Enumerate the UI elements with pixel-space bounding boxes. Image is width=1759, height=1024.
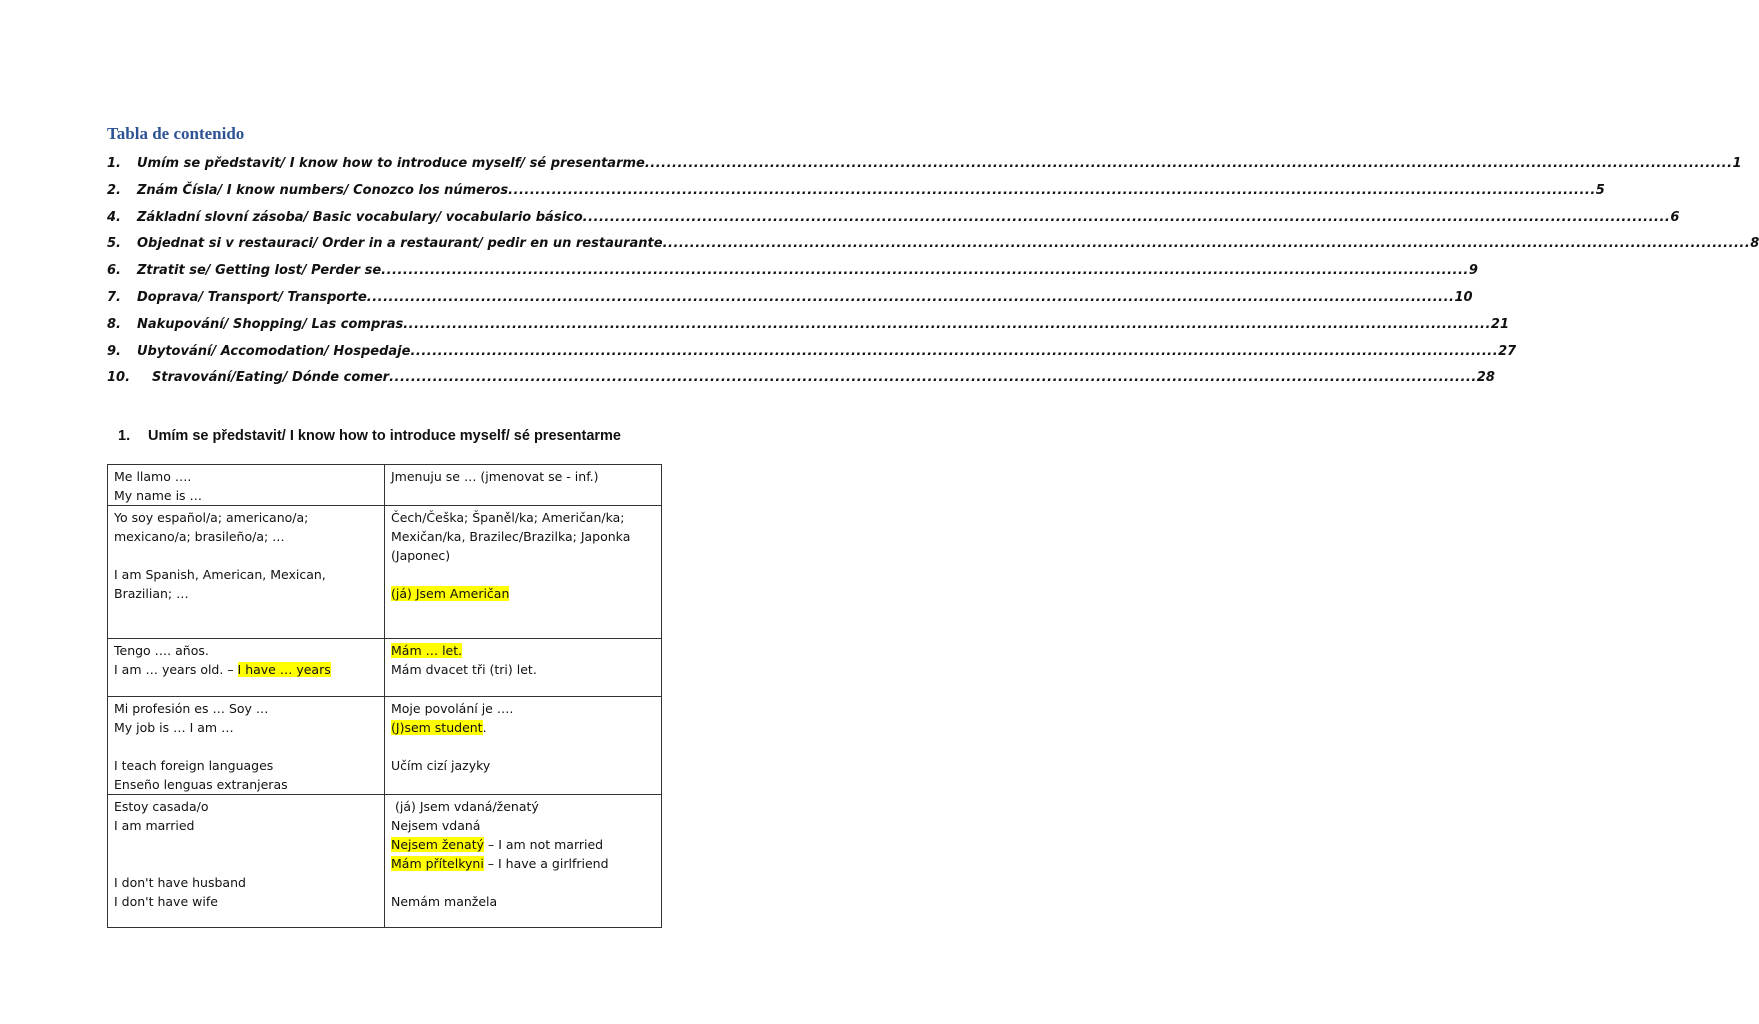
highlighted-text: I have … years — [237, 662, 331, 677]
cell-line: mexicano/a; brasileño/a; … — [114, 529, 285, 544]
cell-line: I am Spanish, American, Mexican, — [114, 567, 326, 582]
cell-line — [391, 565, 655, 584]
toc-entry[interactable] — [107, 154, 1742, 181]
cell-line — [391, 873, 655, 892]
toc-leader-dots — [381, 261, 1469, 281]
toc-entry-number: 10. — [107, 370, 131, 386]
toc-entry-text: Ztratit se/ Getting lost/ Perder se — [137, 263, 382, 279]
table-cell-czech — [385, 795, 662, 928]
toc-entry-text: Stravování/Eating/ Dónde comer — [152, 370, 390, 386]
toc-entry-text: Umím se představit/ I know how to introduce myself/ sé presentarme — [137, 156, 645, 171]
cell-line: Mexičan/ka, Brazilec/Brazilka; Japonka — [391, 529, 631, 544]
cell-line — [391, 835, 655, 854]
toc-entry-text: Objednat si v restauraci/ Order in a restaurant/ pedir en un restaurante — [137, 236, 663, 252]
toc-leader-dots — [663, 234, 1751, 254]
cell-line — [391, 737, 655, 756]
cell-line: Čech/Češka; Španěl/ka; Američan/ka; — [391, 510, 625, 525]
toc-entry[interactable] — [107, 234, 1759, 261]
toc-entry-page: 1 — [1732, 156, 1742, 171]
table-row — [108, 639, 662, 697]
table-cell-spanish-english — [108, 639, 385, 697]
cell-line: (já) Jsem vdaná/ženatý — [391, 799, 539, 814]
cell-text: – I am not married — [484, 837, 604, 852]
highlighted-text: (já) Jsem Američan — [391, 586, 510, 601]
toc-entry-page: 5 — [1595, 182, 1605, 198]
toc-entry-page: 21 — [1490, 316, 1509, 332]
toc-entry-text: Ubytování/ Accomodation/ Hospedaje — [137, 343, 411, 359]
highlighted-text: Mám přítelkyni — [391, 856, 484, 871]
toc-leader-dots — [410, 342, 1498, 362]
toc-entry[interactable] — [107, 208, 1680, 235]
toc-entry-number: 9. — [107, 343, 121, 359]
table-cell-czech — [385, 465, 662, 506]
toc-entry-text: Doprava/ Transport/ Transporte — [137, 289, 367, 305]
cell-line — [114, 737, 378, 756]
cell-line: I don't have wife — [114, 894, 218, 909]
table-cell-czech — [385, 697, 662, 795]
table-cell-spanish-english — [108, 795, 385, 928]
toc-leader-dots — [403, 315, 1491, 335]
table-cell-czech — [385, 639, 662, 697]
toc-entry-number: 4. — [107, 209, 121, 225]
toc-leader-dots — [389, 368, 1477, 388]
cell-line: Me llamo …. — [114, 469, 192, 484]
cell-text: – I have a girlfriend — [483, 856, 609, 871]
toc-leader-dots — [508, 181, 1596, 201]
toc-entry-page: 27 — [1498, 343, 1517, 359]
highlighted-text: Nejsem ženatý — [391, 837, 484, 852]
toc-leader-dots — [645, 154, 1733, 174]
table-cell-spanish-english — [108, 465, 385, 506]
cell-line: I don't have husband — [114, 875, 246, 890]
cell-line: Nemám manžela — [391, 894, 498, 909]
toc-entry[interactable] — [107, 315, 1509, 342]
table-cell-spanish-english — [108, 506, 385, 639]
toc-entry-number: 5. — [107, 236, 121, 252]
section-number: 1. — [118, 428, 131, 444]
toc-title: Tabla de contenido — [107, 124, 245, 143]
toc-entry[interactable] — [107, 342, 1517, 369]
cell-line — [114, 660, 378, 679]
toc-entry[interactable] — [107, 181, 1605, 208]
table-row — [108, 795, 662, 928]
table-cell-spanish-english — [108, 697, 385, 795]
cell-line — [114, 546, 378, 565]
table-row — [108, 697, 662, 795]
cell-line: Nejsem vdaná — [391, 818, 481, 833]
section-heading — [118, 428, 621, 444]
table-row — [108, 506, 662, 639]
table-cell-czech — [385, 506, 662, 639]
cell-line: Jmenuju se … (jmenovat se - inf.) — [391, 469, 599, 484]
section-title: Umím se představit/ I know how to introduce myself/ sé presentarme — [148, 428, 621, 444]
toc-leader-dots — [367, 288, 1455, 308]
cell-line: Tengo …. años. — [114, 643, 209, 658]
toc-entry[interactable] — [107, 368, 1495, 395]
toc-list — [107, 154, 1759, 395]
cell-line — [114, 854, 378, 873]
cell-line — [391, 641, 655, 660]
cell-text: I am … years old. – — [114, 662, 238, 677]
cell-line: My job is … I am … — [114, 720, 234, 735]
cell-line: I teach foreign languages — [114, 758, 274, 773]
cell-line: Učím cizí jazyky — [391, 758, 491, 773]
toc-entry-text: Základní slovní zásoba/ Basic vocabulary/ vocabulario básico — [137, 209, 583, 225]
toc-entry-number: 8. — [107, 316, 121, 332]
toc-entry-text: Nakupování/ Shopping/ Las compras — [137, 316, 404, 332]
cell-text: . — [482, 720, 487, 735]
cell-line: My name is … — [114, 488, 203, 503]
toc-entry-page: 8 — [1750, 236, 1759, 252]
cell-line: Mi profesión es … Soy … — [114, 701, 269, 716]
cell-line: Mám dvacet tři (tri) let. — [391, 662, 537, 677]
cell-line: I am married — [114, 818, 195, 833]
toc-entry-page: 6 — [1670, 209, 1680, 225]
highlighted-text: (J)sem student — [391, 720, 483, 735]
vocabulary-table — [107, 464, 662, 928]
cell-line: Enseño lenguas extranjeras — [114, 777, 288, 792]
cell-line: Yo soy español/a; americano/a; — [114, 510, 309, 525]
cell-line — [114, 835, 378, 854]
toc-entry-page: 28 — [1476, 370, 1495, 386]
highlighted-text: Mám … let. — [391, 643, 463, 658]
cell-line: Estoy casada/o — [114, 799, 209, 814]
cell-line — [391, 584, 655, 603]
toc-entry-page: 9 — [1468, 263, 1478, 279]
cell-line: Brazilian; … — [114, 586, 189, 601]
toc-entry-page: 10 — [1454, 289, 1473, 305]
toc-entry-number: 2. — [107, 182, 121, 198]
cell-line: (Japonec) — [391, 548, 451, 563]
toc-entry-text: Znám Čísla/ I know numbers/ Conozco los números — [137, 182, 509, 198]
toc-entry-number: 1. — [107, 156, 121, 171]
cell-line: Moje povolání je …. — [391, 701, 514, 716]
toc-entry[interactable] — [107, 288, 1473, 315]
cell-line — [391, 718, 655, 737]
toc-leader-dots — [583, 208, 1671, 228]
toc-entry-number: 7. — [107, 289, 121, 305]
cell-line — [391, 854, 655, 873]
toc-entry-number: 6. — [107, 263, 121, 279]
toc-entry[interactable] — [107, 261, 1478, 288]
table-row — [108, 465, 662, 506]
